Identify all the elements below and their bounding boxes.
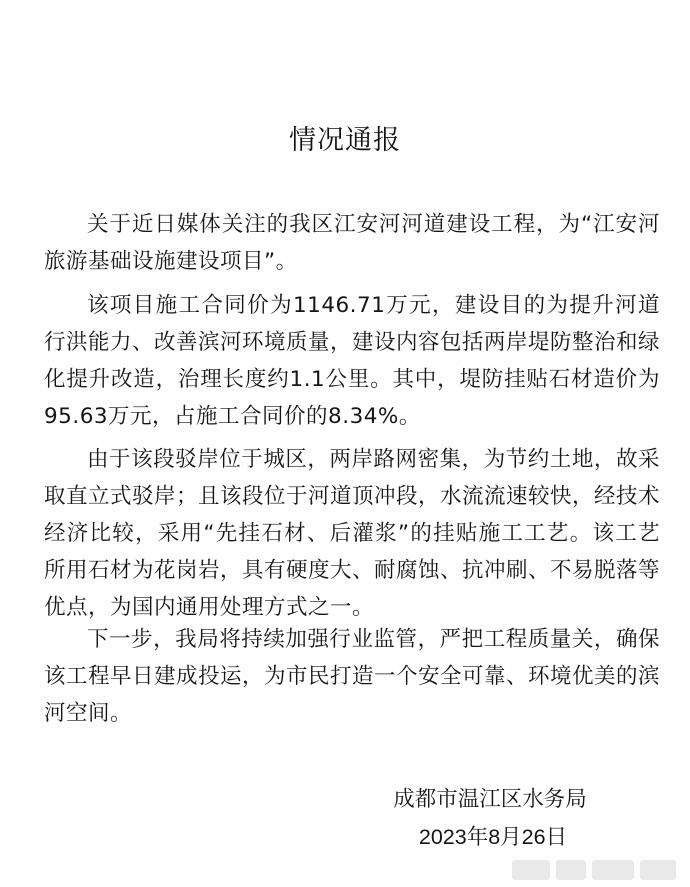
paragraph-3: 由于该段驳岸位于城区，两岸路网密集，为节约土地，故采取直立式驳岸；且该段位于河道顶冲段，水流流速较快，经技术经济比较，采用“先挂石材、后灌浆”的挂贴施工工艺。该工艺所用石材为花岗岩，具有硬度大、耐腐蚀、抗冲刷、不易脱落等优点，为国内通用处理方式之一。 [44,447,661,620]
watermark-block [556,860,586,880]
watermark-block [640,860,676,880]
blurred-watermark [512,858,682,882]
issuing-organization: 成都市温江区水务局 [393,787,587,812]
issue-date: 2023年8月26日 [418,825,568,849]
watermark-block [512,860,550,880]
paragraph-1: 关于近日媒体关注的我区江安河河道建设工程，为“江安河旅游基础设施建设项目”。 [44,212,660,274]
paragraph-4: 下一步，我局将持续加强行业监管，严把工程质量关，确保该工程早日建成投运，为市民打造一个安全可靠、环境优美的滨河空间。 [44,627,661,726]
watermark-block [592,860,634,880]
page-title: 情况通报 [289,125,401,156]
paragraph-2: 该项目施工合同价为1146.71万元，建设目的为提升河道行洪能力、改善滨河环境质量，建设内容包括两岸堤防整治和绿化提升改造，治理长度约1.1公里。其中，堤防挂贴石材造价为95.63万元，占施工合同价的8.34%。 [44,293,661,429]
